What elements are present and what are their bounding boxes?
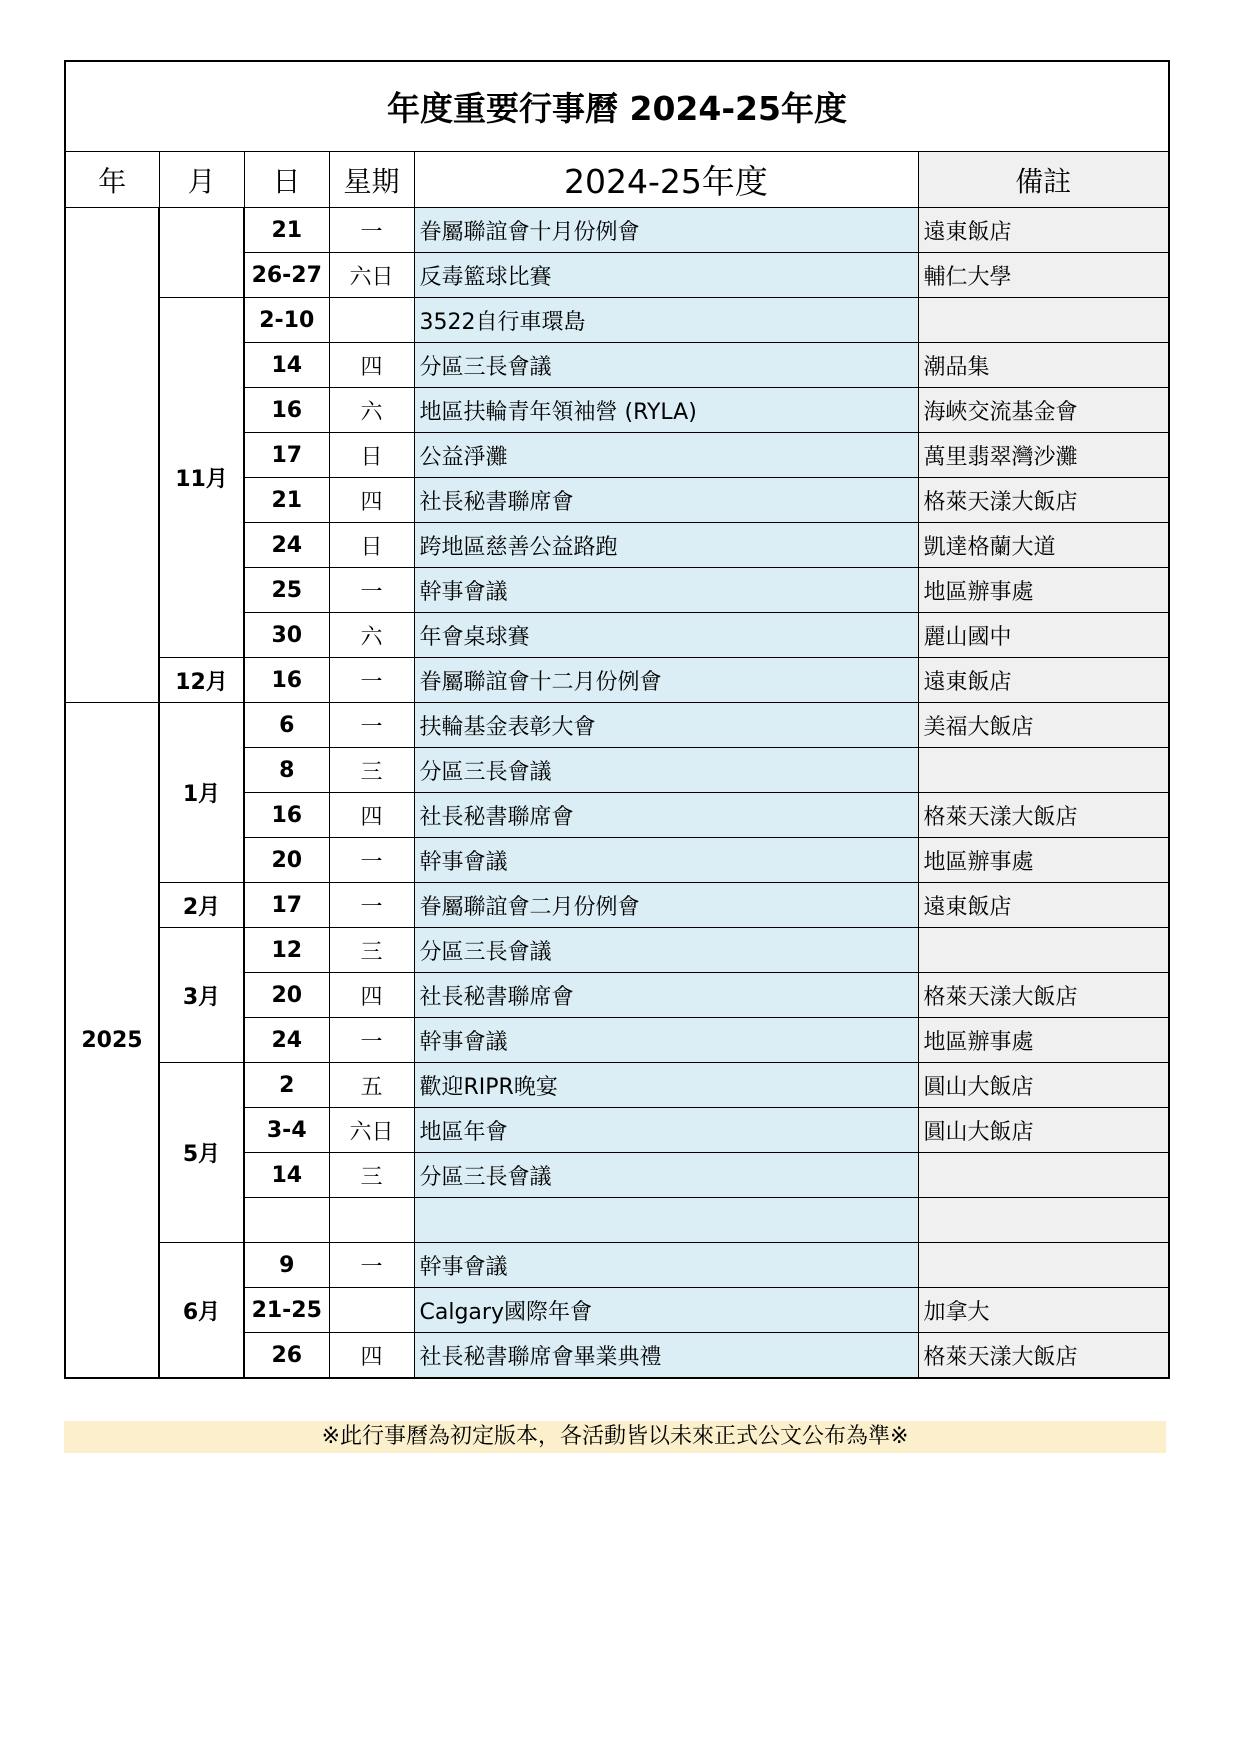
note-cell: [918, 748, 1169, 793]
event-cell: 地區年會: [414, 1108, 918, 1153]
weekday-cell: 一: [329, 883, 414, 928]
weekday-cell: 一: [329, 1018, 414, 1063]
header-day: 日: [244, 152, 329, 208]
year-cell: [65, 208, 159, 703]
note-cell: [918, 1243, 1169, 1288]
event-cell: 年會桌球賽: [414, 613, 918, 658]
day-cell: [244, 1198, 329, 1243]
note-cell: [918, 1153, 1169, 1198]
note-cell: 潮品集: [918, 343, 1169, 388]
note-cell: 格萊天漾大飯店: [918, 478, 1169, 523]
year-cell: 2025: [65, 703, 159, 1379]
event-cell: 眷屬聯誼會十二月份例會: [414, 658, 918, 703]
note-cell: 美福大飯店: [918, 703, 1169, 748]
note-cell: 萬里翡翠灣沙灘: [918, 433, 1169, 478]
day-cell: 20: [244, 838, 329, 883]
table-row: [65, 208, 1169, 253]
note-cell: 凱達格蘭大道: [918, 523, 1169, 568]
day-cell: 24: [244, 1018, 329, 1063]
day-cell: 16: [244, 388, 329, 433]
weekday-cell: 一: [329, 703, 414, 748]
event-cell: 眷屬聯誼會二月份例會: [414, 883, 918, 928]
event-cell: 公益淨灘: [414, 433, 918, 478]
calendar-table: [64, 60, 1170, 1379]
table-row: [65, 1243, 1169, 1288]
weekday-cell: 三: [329, 748, 414, 793]
event-cell: 眷屬聯誼會十月份例會: [414, 208, 918, 253]
day-cell: 8: [244, 748, 329, 793]
weekday-cell: 六日: [329, 1108, 414, 1153]
weekday-cell: 四: [329, 973, 414, 1018]
note-cell: 遠東飯店: [918, 658, 1169, 703]
day-cell: 26: [244, 1333, 329, 1379]
month-cell: 1月: [159, 703, 244, 883]
table-row: [65, 883, 1169, 928]
event-cell: 分區三長會議: [414, 1153, 918, 1198]
weekday-cell: 五: [329, 1063, 414, 1108]
day-cell: 16: [244, 658, 329, 703]
weekday-cell: 日: [329, 523, 414, 568]
event-cell: 3522自行車環島: [414, 298, 918, 343]
note-cell: [918, 928, 1169, 973]
event-cell: 社長秘書聯席會畢業典禮: [414, 1333, 918, 1379]
month-cell: 12月: [159, 658, 244, 703]
day-cell: 25: [244, 568, 329, 613]
note-cell: 輔仁大學: [918, 253, 1169, 298]
day-cell: 20: [244, 973, 329, 1018]
event-cell: Calgary國際年會: [414, 1288, 918, 1333]
note-cell: 遠東飯店: [918, 883, 1169, 928]
event-cell: 社長秘書聯席會: [414, 973, 918, 1018]
table-row: [65, 703, 1169, 748]
event-cell: 反毒籃球比賽: [414, 253, 918, 298]
day-cell: 3-4: [244, 1108, 329, 1153]
day-cell: 14: [244, 1153, 329, 1198]
event-cell: 跨地區慈善公益路跑: [414, 523, 918, 568]
weekday-cell: 四: [329, 1333, 414, 1379]
table-row: [65, 928, 1169, 973]
weekday-cell: 一: [329, 658, 414, 703]
note-cell: 海峽交流基金會: [918, 388, 1169, 433]
note-cell: 圓山大飯店: [918, 1108, 1169, 1153]
note-cell: 麗山國中: [918, 613, 1169, 658]
event-cell: [414, 1198, 918, 1243]
header-year: 年: [65, 152, 159, 208]
day-cell: 2-10: [244, 298, 329, 343]
day-cell: 21: [244, 208, 329, 253]
note-cell: 圓山大飯店: [918, 1063, 1169, 1108]
event-cell: 幹事會議: [414, 838, 918, 883]
weekday-cell: [329, 1198, 414, 1243]
weekday-cell: [329, 1288, 414, 1333]
event-cell: 分區三長會議: [414, 928, 918, 973]
weekday-cell: 三: [329, 928, 414, 973]
weekday-cell: 一: [329, 208, 414, 253]
weekday-cell: 三: [329, 1153, 414, 1198]
page-title: 年度重要行事曆 2024-25年度: [65, 61, 1169, 152]
event-cell: 分區三長會議: [414, 748, 918, 793]
day-cell: 9: [244, 1243, 329, 1288]
day-cell: 21-25: [244, 1288, 329, 1333]
weekday-cell: [329, 298, 414, 343]
weekday-cell: 一: [329, 838, 414, 883]
note-cell: [918, 298, 1169, 343]
month-cell: [159, 208, 244, 298]
day-cell: 26-27: [244, 253, 329, 298]
weekday-cell: 四: [329, 343, 414, 388]
table-row: [65, 658, 1169, 703]
header-row: [65, 152, 1169, 208]
header-note: 備註: [918, 152, 1169, 208]
day-cell: 6: [244, 703, 329, 748]
month-cell: 3月: [159, 928, 244, 1063]
day-cell: 30: [244, 613, 329, 658]
month-cell: 2月: [159, 883, 244, 928]
table-row: [65, 298, 1169, 343]
month-cell: 5月: [159, 1063, 244, 1243]
event-cell: 歡迎RIPR晚宴: [414, 1063, 918, 1108]
event-cell: 地區扶輪青年領袖營 (RYLA): [414, 388, 918, 433]
header-month: 月: [159, 152, 244, 208]
note-cell: 地區辦事處: [918, 568, 1169, 613]
note-cell: 格萊天漾大飯店: [918, 793, 1169, 838]
event-cell: 幹事會議: [414, 1018, 918, 1063]
event-cell: 扶輪基金表彰大會: [414, 703, 918, 748]
weekday-cell: 一: [329, 568, 414, 613]
weekday-cell: 六: [329, 388, 414, 433]
note-cell: 地區辦事處: [918, 838, 1169, 883]
header-weekday: 星期: [329, 152, 414, 208]
event-cell: 幹事會議: [414, 568, 918, 613]
note-cell: 地區辦事處: [918, 1018, 1169, 1063]
table-row: [65, 1063, 1169, 1108]
month-cell: 11月: [159, 298, 244, 658]
day-cell: 2: [244, 1063, 329, 1108]
weekday-cell: 四: [329, 478, 414, 523]
day-cell: 17: [244, 433, 329, 478]
day-cell: 24: [244, 523, 329, 568]
day-cell: 12: [244, 928, 329, 973]
weekday-cell: 日: [329, 433, 414, 478]
note-cell: 格萊天漾大飯店: [918, 1333, 1169, 1379]
day-cell: 21: [244, 478, 329, 523]
note-cell: [918, 1198, 1169, 1243]
weekday-cell: 六: [329, 613, 414, 658]
note-cell: 加拿大: [918, 1288, 1169, 1333]
day-cell: 14: [244, 343, 329, 388]
header-event: 2024-25年度: [414, 152, 918, 208]
event-cell: 社長秘書聯席會: [414, 793, 918, 838]
day-cell: 17: [244, 883, 329, 928]
weekday-cell: 一: [329, 1243, 414, 1288]
weekday-cell: 四: [329, 793, 414, 838]
note-cell: 遠東飯店: [918, 208, 1169, 253]
weekday-cell: 六日: [329, 253, 414, 298]
event-cell: 社長秘書聯席會: [414, 478, 918, 523]
event-cell: 幹事會議: [414, 1243, 918, 1288]
day-cell: 16: [244, 793, 329, 838]
event-cell: 分區三長會議: [414, 343, 918, 388]
month-cell: 6月: [159, 1243, 244, 1379]
note-cell: 格萊天漾大飯店: [918, 973, 1169, 1018]
footer-note: ※此行事曆為初定版本，各活動皆以未來正式公文公布為準※: [64, 1421, 1166, 1453]
